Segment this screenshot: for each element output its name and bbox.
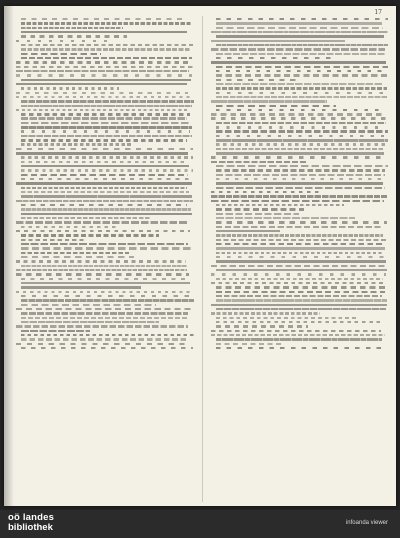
text-line bbox=[216, 53, 385, 55]
text-line bbox=[216, 122, 387, 124]
text-line bbox=[16, 325, 188, 327]
logo-line-2: bibliothek bbox=[8, 522, 53, 533]
text-line bbox=[216, 234, 383, 236]
text-line bbox=[216, 269, 387, 271]
text-line bbox=[16, 40, 110, 42]
text-line bbox=[21, 347, 193, 349]
text-line bbox=[211, 61, 387, 63]
viewer-footer bbox=[0, 510, 400, 538]
text-line bbox=[16, 109, 187, 111]
text-line bbox=[21, 169, 193, 171]
text-line bbox=[216, 96, 387, 98]
text-line bbox=[21, 31, 187, 33]
text-line bbox=[21, 334, 194, 336]
text-line bbox=[216, 92, 386, 94]
text-line bbox=[216, 44, 388, 46]
text-line bbox=[16, 343, 187, 345]
text-line bbox=[21, 174, 188, 176]
text-line bbox=[16, 200, 193, 202]
text-line bbox=[21, 247, 191, 249]
text-line bbox=[16, 74, 192, 76]
column-divider bbox=[202, 16, 203, 502]
text-line bbox=[21, 282, 190, 284]
logo-line-1: oö landes bbox=[8, 512, 55, 523]
text-line bbox=[211, 282, 385, 284]
text-line bbox=[21, 178, 189, 180]
text-line bbox=[21, 252, 129, 254]
text-line bbox=[216, 143, 388, 145]
text-line bbox=[16, 70, 189, 72]
text-line bbox=[21, 299, 194, 301]
text-line bbox=[211, 334, 385, 336]
text-line bbox=[216, 325, 308, 327]
text-line bbox=[211, 100, 327, 102]
text-line bbox=[16, 92, 188, 94]
text-line bbox=[216, 308, 387, 310]
text-line bbox=[216, 83, 383, 85]
text-line bbox=[211, 304, 387, 306]
text-line bbox=[216, 343, 284, 345]
text-line bbox=[21, 239, 86, 241]
text-line bbox=[16, 148, 193, 150]
text-line bbox=[21, 18, 187, 20]
text-line bbox=[216, 286, 387, 288]
text-line bbox=[16, 291, 191, 293]
text-line bbox=[16, 152, 188, 154]
text-line bbox=[216, 226, 382, 228]
text-line bbox=[21, 105, 192, 107]
text-line bbox=[216, 243, 382, 245]
text-line bbox=[216, 57, 334, 59]
text-line bbox=[211, 48, 386, 50]
scanned-page bbox=[4, 6, 396, 506]
text-line bbox=[211, 330, 382, 332]
text-line bbox=[216, 152, 385, 154]
text-line bbox=[21, 165, 189, 167]
text-line bbox=[211, 312, 321, 314]
text-line bbox=[21, 22, 191, 24]
text-line bbox=[16, 96, 190, 98]
text-line bbox=[216, 321, 383, 323]
text-line bbox=[216, 87, 388, 89]
text-line bbox=[21, 35, 127, 37]
text-line bbox=[216, 169, 385, 171]
text-line bbox=[216, 79, 298, 81]
text-line bbox=[216, 66, 388, 68]
text-line bbox=[21, 126, 192, 128]
text-line bbox=[21, 117, 187, 119]
text-line bbox=[216, 74, 388, 76]
text-line bbox=[216, 27, 384, 29]
text-line bbox=[216, 230, 281, 232]
text-line bbox=[16, 83, 187, 85]
text-line bbox=[16, 61, 188, 63]
text-line bbox=[21, 295, 192, 297]
text-line bbox=[216, 174, 386, 176]
text-line bbox=[21, 27, 123, 29]
text-line bbox=[21, 195, 192, 197]
left-column bbox=[16, 16, 194, 502]
text-line bbox=[21, 113, 190, 115]
text-line bbox=[21, 213, 192, 215]
text-line bbox=[216, 130, 388, 132]
text-line bbox=[216, 252, 384, 254]
text-line bbox=[216, 295, 383, 297]
text-line bbox=[216, 22, 382, 24]
text-line bbox=[21, 304, 156, 306]
text-line bbox=[211, 161, 306, 163]
text-line bbox=[21, 226, 116, 228]
text-line bbox=[21, 44, 193, 46]
text-line bbox=[216, 204, 344, 206]
text-line bbox=[216, 105, 337, 107]
text-line bbox=[21, 243, 188, 245]
page-gutter-shadow bbox=[4, 6, 14, 506]
text-columns bbox=[16, 16, 388, 502]
text-line bbox=[216, 182, 383, 184]
text-line bbox=[216, 291, 386, 293]
text-line bbox=[21, 234, 159, 236]
text-line bbox=[21, 87, 119, 89]
text-line bbox=[21, 122, 190, 124]
text-line bbox=[21, 139, 187, 141]
text-line bbox=[21, 317, 187, 319]
text-line bbox=[21, 217, 150, 219]
text-line bbox=[211, 31, 388, 33]
text-line bbox=[21, 312, 188, 314]
text-line bbox=[16, 273, 189, 275]
text-line bbox=[216, 347, 388, 349]
text-line bbox=[21, 143, 133, 145]
text-line bbox=[216, 247, 385, 249]
text-line bbox=[21, 265, 187, 267]
text-line bbox=[16, 230, 190, 232]
text-line bbox=[16, 221, 189, 223]
text-line bbox=[211, 200, 384, 202]
text-line bbox=[211, 265, 387, 267]
text-line bbox=[216, 187, 386, 189]
text-line bbox=[216, 35, 385, 37]
text-line bbox=[21, 57, 192, 59]
text-line bbox=[211, 117, 387, 119]
text-line bbox=[21, 278, 190, 280]
text-line bbox=[211, 40, 345, 42]
text-line bbox=[21, 48, 190, 50]
text-line bbox=[216, 208, 305, 210]
text-line bbox=[216, 317, 356, 319]
text-line bbox=[21, 135, 192, 137]
text-line bbox=[16, 260, 186, 262]
text-line bbox=[21, 286, 141, 288]
text-line bbox=[216, 217, 356, 219]
page-number: 17 bbox=[374, 9, 382, 16]
text-line bbox=[21, 208, 191, 210]
text-line bbox=[216, 148, 384, 150]
text-line bbox=[216, 70, 385, 72]
text-line bbox=[21, 191, 189, 193]
text-line bbox=[21, 79, 191, 81]
text-line bbox=[216, 126, 383, 128]
text-line bbox=[21, 187, 187, 189]
text-line bbox=[216, 256, 388, 258]
text-line bbox=[216, 260, 386, 262]
text-line bbox=[21, 130, 190, 132]
text-line bbox=[21, 161, 187, 163]
text-line bbox=[216, 109, 384, 111]
text-line bbox=[21, 256, 134, 258]
text-line bbox=[216, 239, 387, 241]
text-line bbox=[216, 139, 388, 141]
text-line bbox=[216, 178, 384, 180]
text-line bbox=[21, 321, 159, 323]
text-line bbox=[216, 221, 388, 223]
text-line bbox=[211, 156, 386, 158]
text-line bbox=[16, 308, 192, 310]
text-line bbox=[211, 273, 387, 275]
text-line bbox=[216, 299, 387, 301]
text-line bbox=[21, 204, 187, 206]
text-line bbox=[16, 182, 192, 184]
text-line bbox=[21, 53, 101, 55]
text-line bbox=[216, 338, 383, 340]
text-line bbox=[216, 213, 299, 215]
library-logo[interactable] bbox=[8, 513, 54, 533]
text-line bbox=[21, 100, 194, 102]
text-line bbox=[216, 18, 389, 20]
text-line bbox=[211, 113, 385, 115]
text-line bbox=[216, 278, 383, 280]
text-line bbox=[16, 66, 193, 68]
text-line bbox=[211, 195, 387, 197]
text-line bbox=[211, 191, 321, 193]
text-line bbox=[216, 165, 388, 167]
text-line bbox=[21, 330, 90, 332]
text-line bbox=[216, 135, 389, 137]
text-line bbox=[21, 156, 193, 158]
text-line bbox=[16, 269, 187, 271]
right-column bbox=[211, 16, 389, 502]
text-line bbox=[21, 338, 188, 340]
viewer-label: infoanda viewer bbox=[345, 520, 388, 526]
